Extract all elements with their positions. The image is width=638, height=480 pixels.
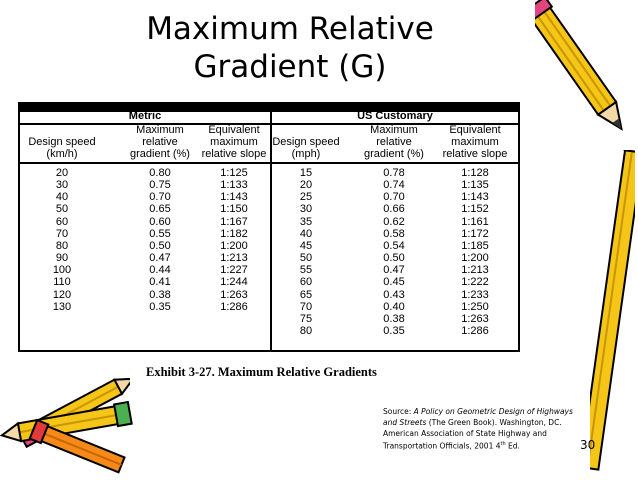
table-cell: 1:172 xyxy=(461,227,489,240)
column-header-line: gradient (%) xyxy=(364,148,424,160)
table-cell: 0.70 xyxy=(149,191,171,204)
table-cell: 1:286 xyxy=(220,300,248,313)
source-suffix: Ed. xyxy=(505,441,520,451)
page-number: 30 xyxy=(580,438,596,452)
us-customary-header: US Customary xyxy=(357,110,433,122)
column-header-line: Equivalent xyxy=(208,124,260,136)
table-cell: 1:161 xyxy=(461,215,489,228)
table-cell: 1:167 xyxy=(220,215,248,228)
table-cell: 1:133 xyxy=(220,179,248,192)
column-header-line: relative xyxy=(142,136,178,148)
column-header-line: (km/h) xyxy=(46,148,78,160)
table-cell: 1:128 xyxy=(461,167,489,179)
table-cell: 1:200 xyxy=(220,239,248,252)
table-cell: 1:185 xyxy=(461,239,489,252)
column-header xyxy=(349,124,439,160)
table-cell: 0.38 xyxy=(149,288,171,301)
table-cell: 1:286 xyxy=(461,324,489,337)
table-cell: 80 xyxy=(299,324,313,337)
table-cell: 50 xyxy=(55,203,69,216)
table-cell: 55 xyxy=(299,264,313,277)
table-cell: 1:182 xyxy=(220,227,248,240)
table-cell: 1:227 xyxy=(220,264,248,277)
table-cell: 50 xyxy=(299,252,313,265)
table-cell: 0.70 xyxy=(383,191,405,204)
table-cell: 70 xyxy=(299,300,313,313)
table-cell: 110 xyxy=(53,276,71,289)
table-cell: 1:213 xyxy=(220,252,248,265)
table-cell: 0.55 xyxy=(149,227,171,240)
table-cell: 15 xyxy=(299,167,313,179)
table-cell: 60 xyxy=(55,215,69,228)
table-cell: 1:143 xyxy=(220,191,248,204)
column-header-line: Design speed xyxy=(272,136,340,148)
table-cell: 0.40 xyxy=(383,300,405,313)
table-cell: 40 xyxy=(55,191,69,204)
page-title xyxy=(120,10,460,86)
column-header-line: Maximum xyxy=(370,124,418,136)
title-line-1: Maximum Relative xyxy=(146,11,434,47)
table-cell: 0.47 xyxy=(383,264,405,277)
table-cell: 70 xyxy=(55,227,69,240)
table-cell: 35 xyxy=(299,215,313,228)
table-cell: 60 xyxy=(299,276,313,289)
column-header-line: relative xyxy=(376,136,412,148)
table-cell: 120 xyxy=(52,288,72,301)
source-citation xyxy=(383,406,583,452)
table-cell: 20 xyxy=(55,167,69,179)
table-cell: 0.78 xyxy=(383,167,405,179)
pencil-icon xyxy=(535,0,635,150)
table-cell: 0.66 xyxy=(383,203,405,216)
table-cell: 1:263 xyxy=(220,288,248,301)
column-header-line: Maximum xyxy=(136,124,184,136)
table-cell: 1:233 xyxy=(461,288,489,301)
table-cell: 25 xyxy=(299,191,313,204)
table-cell: 1:244 xyxy=(220,276,248,289)
table-cell: 1:213 xyxy=(461,264,489,277)
table-cell: 1:152 xyxy=(461,203,489,216)
source-prefix: Source: xyxy=(383,407,414,416)
table-cell: 0.41 xyxy=(149,276,171,289)
column-header xyxy=(430,124,520,160)
metric-header: Metric xyxy=(128,110,162,122)
table-cell: 0.54 xyxy=(383,239,405,252)
column-header-line: gradient (%) xyxy=(130,148,190,160)
table-cell: 1:222 xyxy=(461,276,489,289)
table-cell: 75 xyxy=(299,312,313,325)
table-cell: 20 xyxy=(299,179,313,192)
table-cell: 0.35 xyxy=(149,300,171,313)
table-cell: 1:135 xyxy=(461,179,489,192)
table-cell: 1:200 xyxy=(461,252,489,265)
column-header-line: maximum xyxy=(451,136,499,148)
table-cell: 80 xyxy=(55,239,69,252)
pencil-icon xyxy=(590,150,635,480)
column-header-line: (mph) xyxy=(291,148,321,160)
table-cell: 0.35 xyxy=(383,324,405,337)
table-cell: 0.50 xyxy=(149,239,171,252)
table-cell: 0.44 xyxy=(149,264,171,277)
table-cell: 30 xyxy=(299,203,313,216)
column-header-line: Design speed xyxy=(28,136,96,148)
table-cell: 0.58 xyxy=(383,227,405,240)
source-body: (The Green Book). Washington, DC. American Association of State Highway and Transportation Officials, 2001 4 xyxy=(383,418,562,451)
source-title: A Policy on Geometric Design of Highways and Streets xyxy=(383,407,573,427)
table-cell: 45 xyxy=(299,239,313,252)
column-header-rule xyxy=(20,162,518,164)
table-cell: 1:263 xyxy=(461,312,489,325)
column-header-line: relative slope xyxy=(201,148,267,160)
title-line-2: Gradient (G) xyxy=(193,49,387,85)
gradient-table xyxy=(18,102,520,352)
column-header-line: relative slope xyxy=(442,148,508,160)
table-cell: 0.60 xyxy=(149,215,171,228)
table-cell: 90 xyxy=(55,252,69,265)
pencil-icon xyxy=(0,385,135,478)
table-cell: 65 xyxy=(299,288,313,301)
column-header xyxy=(261,136,351,160)
table-cell: 0.38 xyxy=(383,312,405,325)
table-cell: 0.45 xyxy=(383,276,405,289)
table-cell: 100 xyxy=(52,264,72,277)
table-cell: 0.65 xyxy=(149,203,171,216)
column-header-line: Equivalent xyxy=(449,124,501,136)
table-cell: 0.80 xyxy=(149,167,171,179)
table-cell: 130 xyxy=(52,300,72,313)
table-cell: 1:125 xyxy=(220,167,248,179)
table-cell: 0.75 xyxy=(149,179,171,192)
table-cell: 0.47 xyxy=(149,252,171,265)
exhibit-caption: Exhibit 3-27. Maximum Relative Gradients xyxy=(146,365,377,379)
table-cell: 1:250 xyxy=(461,300,489,313)
column-header xyxy=(17,136,107,160)
table-cell: 1:150 xyxy=(220,203,248,216)
table-cell: 0.50 xyxy=(383,252,405,265)
table-cell: 0.62 xyxy=(383,215,405,228)
table-cell: 1:143 xyxy=(461,191,489,204)
table-cell: 0.74 xyxy=(383,179,405,192)
table-cell: 0.43 xyxy=(383,288,405,301)
source-superscript: th xyxy=(500,441,506,447)
column-header-line: maximum xyxy=(210,136,258,148)
table-cell: 40 xyxy=(299,227,313,240)
table-cell: 30 xyxy=(55,179,69,192)
